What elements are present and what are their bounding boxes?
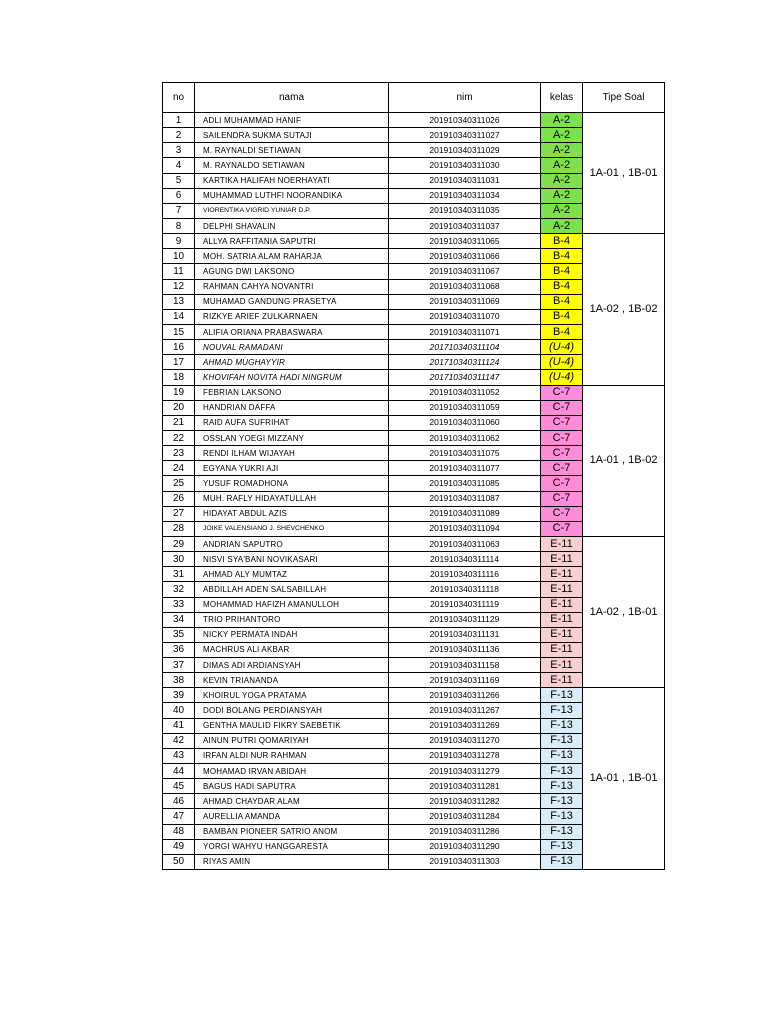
student-name: RAHMAN CAHYA NOVANTRI (195, 279, 389, 294)
row-number: 28 (163, 521, 195, 536)
row-number: 22 (163, 430, 195, 445)
class-badge: C-7 (541, 476, 583, 491)
student-nim: 201910340311035 (389, 203, 541, 218)
tipe-soal-cell: 1A-01 , 1B-01 (583, 113, 665, 234)
student-name: BAGUS HADI SAPUTRA (195, 779, 389, 794)
class-badge: F-13 (541, 688, 583, 703)
class-badge: B-4 (541, 294, 583, 309)
student-nim: 201910340311063 (389, 536, 541, 551)
row-number: 8 (163, 218, 195, 233)
student-nim: 201910340311114 (389, 552, 541, 567)
student-nim: 201710340311147 (389, 370, 541, 385)
header-kelas: kelas (541, 83, 583, 113)
student-name: AURELLIA AMANDA (195, 809, 389, 824)
row-number: 12 (163, 279, 195, 294)
student-name: GENTHA MAULID FIKRY SAEBETIK (195, 718, 389, 733)
student-name: ALIFIA ORIANA PRABASWARA (195, 324, 389, 339)
student-nim: 201910340311284 (389, 809, 541, 824)
class-badge: F-13 (541, 733, 583, 748)
student-name: YORGI WAHYU HANGGARESTA (195, 839, 389, 854)
row-number: 34 (163, 612, 195, 627)
student-name: AHMAD ALY MUMTAZ (195, 567, 389, 582)
student-name: YUSUF ROMADHONA (195, 476, 389, 491)
class-badge: A-2 (541, 218, 583, 233)
student-name: AINUN PUTRI QOMARIYAH (195, 733, 389, 748)
student-nim: 201910340311290 (389, 839, 541, 854)
class-badge: F-13 (541, 748, 583, 763)
row-number: 25 (163, 476, 195, 491)
student-name: MUHAMAD GANDUNG PRASETYA (195, 294, 389, 309)
class-badge: (U-4) (541, 340, 583, 355)
class-badge: F-13 (541, 779, 583, 794)
student-nim: 201910340311052 (389, 385, 541, 400)
tipe-soal-cell: 1A-01 , 1B-02 (583, 385, 665, 536)
student-name: KARTIKA HALIFAH NOERHAYATI (195, 173, 389, 188)
student-name: ABDILLAH ADEN SALSABILLAH (195, 582, 389, 597)
class-badge: B-4 (541, 249, 583, 264)
row-number: 37 (163, 658, 195, 673)
student-nim: 201910340311278 (389, 748, 541, 763)
student-name: M. RAYNALDI SETIAWAN (195, 143, 389, 158)
class-badge: C-7 (541, 461, 583, 476)
student-nim: 201910340311069 (389, 294, 541, 309)
class-badge: F-13 (541, 764, 583, 779)
row-number: 36 (163, 642, 195, 657)
student-name: MACHRUS ALI AKBAR (195, 642, 389, 657)
row-number: 41 (163, 718, 195, 733)
student-nim: 201910340311060 (389, 415, 541, 430)
row-number: 30 (163, 552, 195, 567)
row-number: 49 (163, 839, 195, 854)
class-badge: A-2 (541, 158, 583, 173)
student-name: KHOVIFAH NOVITA HADI NINGRUM (195, 370, 389, 385)
student-name: ANDRIAN SAPUTRO (195, 536, 389, 551)
student-name: MOH. SATRIA ALAM RAHARJA (195, 249, 389, 264)
student-name: FEBRIAN LAKSONO (195, 385, 389, 400)
tipe-soal-cell: 1A-01 , 1B-01 (583, 688, 665, 870)
student-name: KHOIRUL YOGA PRATAMA (195, 688, 389, 703)
student-name: JOIKE VALENSIANO J. SHEVCHENKO (195, 521, 389, 536)
class-badge: C-7 (541, 506, 583, 521)
class-badge: C-7 (541, 385, 583, 400)
student-nim: 201910340311286 (389, 824, 541, 839)
student-name: NOUVAL RAMADANI (195, 340, 389, 355)
student-nim: 201910340311027 (389, 128, 541, 143)
class-badge: E-11 (541, 627, 583, 642)
student-name: DIMAS ADI ARDIANSYAH (195, 658, 389, 673)
student-nim: 201910340311282 (389, 794, 541, 809)
student-nim: 201910340311267 (389, 703, 541, 718)
student-name: DELPHI SHAVALIN (195, 218, 389, 233)
student-nim: 201910340311089 (389, 506, 541, 521)
tipe-soal-cell: 1A-02 , 1B-02 (583, 234, 665, 385)
student-name: OSSLAN YOEGI MIZZANY (195, 430, 389, 445)
class-badge: F-13 (541, 794, 583, 809)
header-tipe-soal: Tipe Soal (583, 83, 665, 113)
student-name: BAMBAN PIONEER SATRIO ANOM (195, 824, 389, 839)
row-number: 19 (163, 385, 195, 400)
class-badge: F-13 (541, 809, 583, 824)
student-name: HANDRIAN DAFFA (195, 400, 389, 415)
student-name: HIDAYAT ABDUL AZIS (195, 506, 389, 521)
student-name: M. RAYNALDO SETIAWAN (195, 158, 389, 173)
student-name: RENDI ILHAM WIJAYAH (195, 446, 389, 461)
class-badge: C-7 (541, 400, 583, 415)
class-badge: E-11 (541, 673, 583, 688)
class-badge: C-7 (541, 521, 583, 536)
class-badge: (U-4) (541, 370, 583, 385)
student-nim: 201910340311279 (389, 764, 541, 779)
student-name: RIYAS AMIN (195, 854, 389, 869)
row-number: 43 (163, 748, 195, 763)
student-name: MOHAMAD IRVAN ABIDAH (195, 764, 389, 779)
class-badge: B-4 (541, 309, 583, 324)
row-number: 1 (163, 113, 195, 128)
student-nim: 201910340311077 (389, 461, 541, 476)
student-nim: 201910340311031 (389, 173, 541, 188)
row-number: 39 (163, 688, 195, 703)
row-number: 14 (163, 309, 195, 324)
student-name: SAILENDRA SUKMA SUTAJI (195, 128, 389, 143)
student-nim: 201910340311037 (389, 218, 541, 233)
class-badge: F-13 (541, 839, 583, 854)
row-number: 10 (163, 249, 195, 264)
class-badge: E-11 (541, 658, 583, 673)
row-number: 23 (163, 446, 195, 461)
student-nim: 201910340311116 (389, 567, 541, 582)
class-badge: A-2 (541, 143, 583, 158)
student-name: ALLYA RAFFITANIA SAPUTRI (195, 234, 389, 249)
class-badge: F-13 (541, 824, 583, 839)
class-badge: B-4 (541, 234, 583, 249)
class-badge: A-2 (541, 188, 583, 203)
student-nim: 201910340311087 (389, 491, 541, 506)
student-nim: 201910340311169 (389, 673, 541, 688)
row-number: 18 (163, 370, 195, 385)
class-badge: C-7 (541, 415, 583, 430)
student-nim: 201910340311119 (389, 597, 541, 612)
class-badge: C-7 (541, 446, 583, 461)
header-row (163, 83, 665, 113)
row-number: 6 (163, 188, 195, 203)
row-number: 27 (163, 506, 195, 521)
student-nim: 201910340311068 (389, 279, 541, 294)
student-nim: 201910340311136 (389, 642, 541, 657)
class-badge: B-4 (541, 279, 583, 294)
student-name: RIZKYE ARIEF ZULKARNAEN (195, 309, 389, 324)
row-number: 47 (163, 809, 195, 824)
student-name: DODI BOLANG PERDIANSYAH (195, 703, 389, 718)
row-number: 46 (163, 794, 195, 809)
student-nim: 201910340311085 (389, 476, 541, 491)
row-number: 26 (163, 491, 195, 506)
student-name: TRIO PRIHANTORO (195, 612, 389, 627)
row-number: 20 (163, 400, 195, 415)
row-number: 44 (163, 764, 195, 779)
student-nim: 201910340311034 (389, 188, 541, 203)
student-name: NISVI SYA'BANI NOVIKASARI (195, 552, 389, 567)
student-name: VIORENTIKA VIGRID YUNIAR D.P. (195, 203, 389, 218)
student-name: AHMAD MUGHAYYIR (195, 355, 389, 370)
student-name: MUHAMMAD LUTHFI NOORANDIKA (195, 188, 389, 203)
student-name: IRFAN ALDI NUR RAHMAN (195, 748, 389, 763)
student-nim: 201910340311030 (389, 158, 541, 173)
class-badge: F-13 (541, 703, 583, 718)
table-row (163, 113, 665, 128)
student-nim: 201910340311129 (389, 612, 541, 627)
header-nim: nim (389, 83, 541, 113)
row-number: 32 (163, 582, 195, 597)
header-nama: nama (195, 83, 389, 113)
class-badge: E-11 (541, 567, 583, 582)
class-badge: A-2 (541, 173, 583, 188)
class-badge: A-2 (541, 128, 583, 143)
class-badge: E-11 (541, 612, 583, 627)
row-number: 24 (163, 461, 195, 476)
class-badge: E-11 (541, 536, 583, 551)
row-number: 16 (163, 340, 195, 355)
row-number: 15 (163, 324, 195, 339)
row-number: 5 (163, 173, 195, 188)
row-number: 13 (163, 294, 195, 309)
student-nim: 201910340311029 (389, 143, 541, 158)
student-nim: 201910340311270 (389, 733, 541, 748)
student-nim: 201910340311303 (389, 854, 541, 869)
class-badge: E-11 (541, 582, 583, 597)
row-number: 9 (163, 234, 195, 249)
row-number: 3 (163, 143, 195, 158)
student-nim: 201910340311066 (389, 249, 541, 264)
row-number: 40 (163, 703, 195, 718)
row-number: 50 (163, 854, 195, 869)
student-nim: 201910340311075 (389, 446, 541, 461)
table-row (163, 234, 665, 249)
student-nim: 201910340311065 (389, 234, 541, 249)
tipe-soal-cell: 1A-02 , 1B-01 (583, 536, 665, 687)
student-nim: 201910340311067 (389, 264, 541, 279)
student-nim: 201910340311281 (389, 779, 541, 794)
class-badge: F-13 (541, 718, 583, 733)
class-badge: A-2 (541, 203, 583, 218)
student-nim: 201910340311059 (389, 400, 541, 415)
table-body (163, 113, 665, 870)
class-badge: E-11 (541, 597, 583, 612)
student-name: RAID AUFA SUFRIHAT (195, 415, 389, 430)
class-badge: C-7 (541, 491, 583, 506)
student-nim: 201710340311104 (389, 340, 541, 355)
table-row (163, 385, 665, 400)
row-number: 33 (163, 597, 195, 612)
row-number: 42 (163, 733, 195, 748)
row-number: 2 (163, 128, 195, 143)
class-badge: A-2 (541, 113, 583, 128)
row-number: 35 (163, 627, 195, 642)
class-badge: E-11 (541, 552, 583, 567)
row-number: 4 (163, 158, 195, 173)
header-no: no (163, 83, 195, 113)
student-name: MUH. RAFLY HIDAYATULLAH (195, 491, 389, 506)
row-number: 7 (163, 203, 195, 218)
row-number: 21 (163, 415, 195, 430)
student-table (162, 82, 665, 870)
student-name: ADLI MUHAMMAD HANIF (195, 113, 389, 128)
student-nim: 201710340311124 (389, 355, 541, 370)
class-badge: B-4 (541, 324, 583, 339)
table-row (163, 536, 665, 551)
student-nim: 201910340311266 (389, 688, 541, 703)
row-number: 29 (163, 536, 195, 551)
row-number: 38 (163, 673, 195, 688)
row-number: 48 (163, 824, 195, 839)
student-nim: 201910340311131 (389, 627, 541, 642)
row-number: 45 (163, 779, 195, 794)
student-name: NICKY PERMATA INDAH (195, 627, 389, 642)
student-nim: 201910340311269 (389, 718, 541, 733)
student-name: AHMAD CHAYDAR ALAM (195, 794, 389, 809)
student-nim: 201910340311094 (389, 521, 541, 536)
student-nim: 201910340311070 (389, 309, 541, 324)
row-number: 31 (163, 567, 195, 582)
student-nim: 201910340311062 (389, 430, 541, 445)
class-badge: C-7 (541, 430, 583, 445)
class-badge: B-4 (541, 264, 583, 279)
student-nim: 201910340311118 (389, 582, 541, 597)
row-number: 11 (163, 264, 195, 279)
student-name: MOHAMMAD HAFIZH AMANULLOH (195, 597, 389, 612)
student-nim: 201910340311158 (389, 658, 541, 673)
class-badge: F-13 (541, 854, 583, 869)
student-name: EGYANA YUKRI AJI (195, 461, 389, 476)
student-nim: 201910340311071 (389, 324, 541, 339)
table-row (163, 688, 665, 703)
student-name: KEVIN TRIANANDA (195, 673, 389, 688)
class-badge: (U-4) (541, 355, 583, 370)
student-nim: 201910340311026 (389, 113, 541, 128)
row-number: 17 (163, 355, 195, 370)
student-name: AGUNG DWI LAKSONO (195, 264, 389, 279)
class-badge: E-11 (541, 642, 583, 657)
